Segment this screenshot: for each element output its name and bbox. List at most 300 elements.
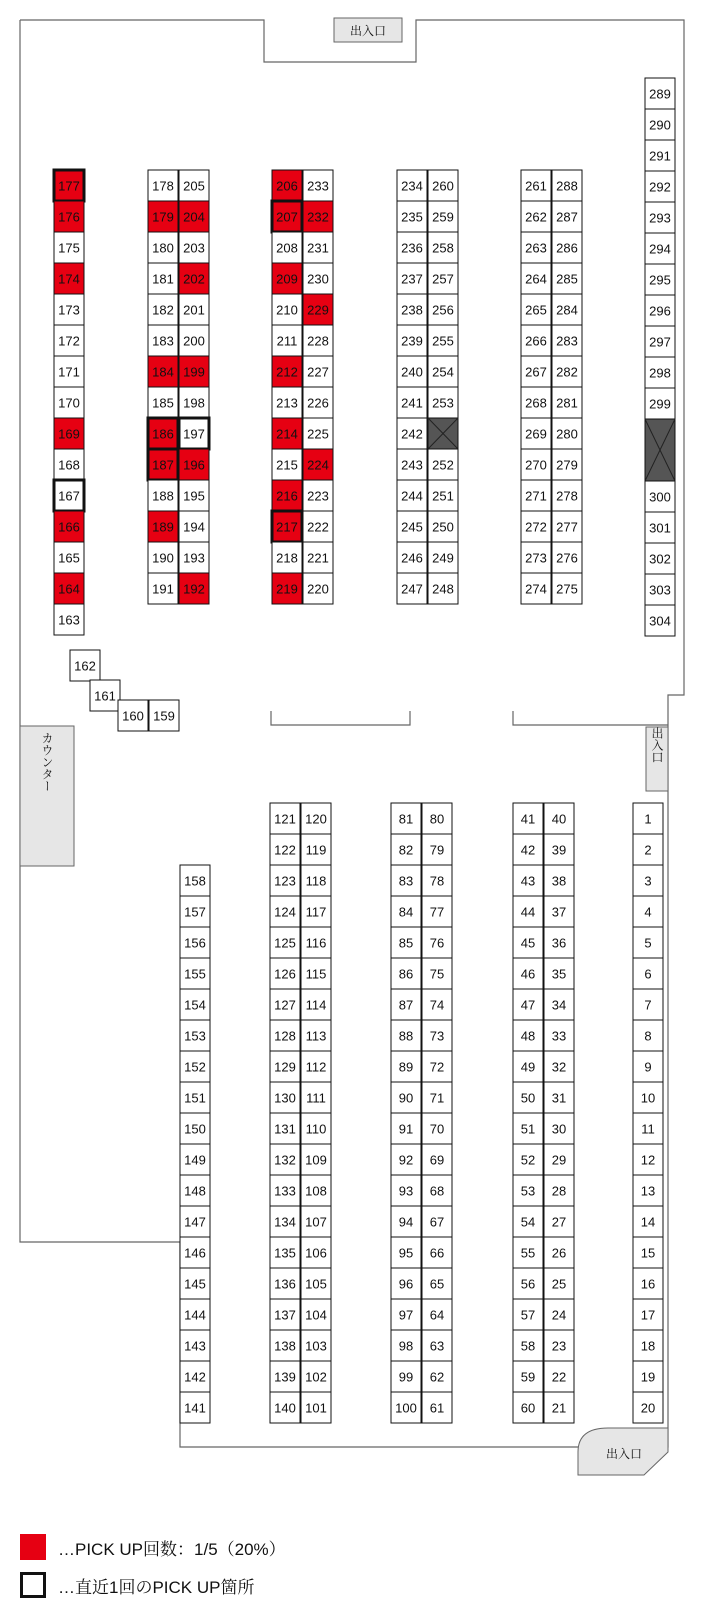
machine-number: 278 [556,488,578,504]
machine-number: 304 [649,613,671,629]
machine-number: 239 [401,333,423,349]
machine-number: 213 [276,395,298,411]
machine-number: 184 [152,364,174,380]
machine-number: 31 [551,1090,567,1106]
machine-number: 14 [640,1214,656,1230]
machine-number: 140 [274,1400,296,1416]
machine-number: 3 [644,873,652,889]
machine-number: 81 [398,811,414,827]
machine-number: 244 [401,488,423,504]
machine-number: 34 [551,997,567,1013]
machine-number: 39 [551,842,567,858]
machine-number: 293 [649,210,671,226]
machine-number: 246 [401,550,423,566]
machine-number: 169 [58,426,80,442]
machine-number: 82 [398,842,414,858]
machine-number: 6 [644,966,652,982]
machine-number: 38 [551,873,567,889]
machine-number: 251 [432,488,454,504]
machine-number: 40 [551,811,567,827]
machine-number: 297 [649,334,671,350]
machine-number: 257 [432,271,454,287]
machine-number: 123 [274,873,296,889]
machine-number: 16 [640,1276,656,1292]
machine-number: 18 [640,1338,656,1354]
machine-number: 157 [184,904,206,920]
machine-number: 291 [649,148,671,164]
machine-number: 129 [274,1059,296,1075]
machine-number: 24 [551,1307,567,1323]
machine-number: 226 [307,395,329,411]
machine-number: 135 [274,1245,296,1261]
machine-number: 172 [58,333,80,349]
machine-number: 46 [520,966,536,982]
machine-number: 195 [183,488,205,504]
entrance-right-label: 出入口 [650,727,664,763]
machine-number: 41 [520,811,536,827]
machine-number: 155 [184,966,206,982]
machine-number: 241 [401,395,423,411]
machine-number: 268 [525,395,547,411]
machine-number: 234 [401,178,423,194]
machine-number: 59 [520,1369,536,1385]
machine-number: 116 [305,935,327,951]
machine-number: 26 [551,1245,567,1261]
machine-number: 5 [644,935,652,951]
machine-number: 67 [429,1214,445,1230]
machine-number: 25 [551,1276,567,1292]
machine-number: 66 [429,1245,445,1261]
machine-number: 179 [152,209,174,225]
machine-number: 269 [525,426,547,442]
machine-number: 174 [58,271,80,287]
machine-number: 143 [184,1338,206,1354]
machine-number: 186 [152,426,174,442]
machine-number: 50 [520,1090,536,1106]
machine-number: 15 [640,1245,656,1261]
machine-number: 262 [525,209,547,225]
machine-number: 283 [556,333,578,349]
machine-number: 259 [432,209,454,225]
machine-number: 230 [307,271,329,287]
machine-number: 149 [184,1152,206,1168]
machine-number: 233 [307,178,329,194]
machine-number: 77 [429,904,445,920]
machine-number: 115 [305,966,327,982]
machine-number: 218 [276,550,298,566]
machine-number: 12 [640,1152,656,1168]
machine-number: 187 [152,457,174,473]
machine-number: 173 [58,302,80,318]
machine-number: 45 [520,935,536,951]
machine-number: 72 [429,1059,445,1075]
machine-number: 193 [183,550,205,566]
machine-number: 261 [525,178,547,194]
machine-number: 159 [153,708,175,724]
machine-number: 154 [184,997,206,1013]
machine-number: 282 [556,364,578,380]
legend-recent-text: …直近1回のPICK UP箇所 [58,1577,255,1597]
machine-number: 102 [305,1369,327,1385]
machine-number: 281 [556,395,578,411]
machine-number: 13 [640,1183,656,1199]
machine-number: 299 [649,396,671,412]
machine-number: 238 [401,302,423,318]
machine-number: 180 [152,240,174,256]
machine-number: 219 [276,581,298,597]
machine-number: 148 [184,1183,206,1199]
machine-number: 65 [429,1276,445,1292]
machine-number: 182 [152,302,174,318]
counter-label: カウンター [40,732,54,792]
machine-number: 178 [152,178,174,194]
machine-number: 300 [649,489,671,505]
machine-number: 131 [274,1121,296,1137]
machine-number: 221 [307,550,329,566]
machine-number: 207 [276,209,298,225]
machine-number: 274 [525,581,547,597]
machine-number: 285 [556,271,578,287]
legend-red-swatch [20,1534,46,1560]
outer-wall [20,20,684,1447]
machine-number: 43 [520,873,536,889]
machine-number: 208 [276,240,298,256]
machine-number: 114 [305,997,327,1013]
machine-number: 254 [432,364,454,380]
entrance-bottom-label: 出入口 [605,1447,643,1461]
machine-number: 103 [305,1338,327,1354]
machine-number: 288 [556,178,578,194]
machine-number: 126 [274,966,296,982]
machine-number: 98 [398,1338,414,1354]
machine-number: 167 [58,488,80,504]
machine-number: 19 [640,1369,656,1385]
machine-number: 54 [520,1214,536,1230]
machine-number: 91 [398,1121,414,1137]
machine-number: 142 [184,1369,206,1385]
machine-number: 273 [525,550,547,566]
machine-number: 92 [398,1152,414,1168]
machine-number: 197 [183,426,205,442]
machine-number: 201 [183,302,205,318]
machine-number: 10 [640,1090,656,1106]
machine-number: 137 [274,1307,296,1323]
machine-number: 55 [520,1245,536,1261]
machine-number: 20 [640,1400,656,1416]
machine-number: 4 [644,904,652,920]
machine-number: 134 [274,1214,296,1230]
machine-number: 27 [551,1214,567,1230]
machine-number: 271 [525,488,547,504]
machine-number: 36 [551,935,567,951]
machine-number: 74 [429,997,445,1013]
machine-number: 141 [184,1400,206,1416]
machine-number: 110 [305,1121,327,1137]
machine-number: 177 [58,178,80,194]
machine-number: 122 [274,842,296,858]
machine-number: 32 [551,1059,567,1075]
machine-number: 118 [305,873,327,889]
machine-number: 29 [551,1152,567,1168]
entrance-top-label: 出入口 [349,24,387,38]
machine-number: 139 [274,1369,296,1385]
machine-number: 119 [305,842,327,858]
machine-number: 124 [274,904,296,920]
machine-number: 51 [520,1121,536,1137]
machine-number: 162 [74,658,96,674]
machine-number: 301 [649,520,671,536]
machine-number: 280 [556,426,578,442]
machine-number: 199 [183,364,205,380]
machine-number: 111 [306,1090,326,1106]
machine-number: 192 [183,581,205,597]
machine-number: 229 [307,302,329,318]
machine-number: 292 [649,179,671,195]
machine-number: 105 [305,1276,327,1292]
machine-number: 303 [649,582,671,598]
machine-number: 9 [644,1059,652,1075]
machine-number: 70 [429,1121,445,1137]
machine-number: 133 [274,1183,296,1199]
machine-number: 56 [520,1276,536,1292]
machine-number: 232 [307,209,329,225]
machine-number: 223 [307,488,329,504]
machine-number: 1 [644,811,652,827]
machine-number: 146 [184,1245,206,1261]
machine-number: 202 [183,271,205,287]
machine-number: 194 [183,519,205,535]
machine-number: 235 [401,209,423,225]
machine-number: 52 [520,1152,536,1168]
machine-number: 214 [276,426,298,442]
machine-number: 216 [276,488,298,504]
machine-number: 266 [525,333,547,349]
machine-number: 80 [429,811,445,827]
machine-number: 2 [644,842,652,858]
machine-number: 166 [58,519,80,535]
machine-number: 145 [184,1276,206,1292]
machine-number: 237 [401,271,423,287]
machine-number: 250 [432,519,454,535]
machine-number: 247 [401,581,423,597]
machine-number: 191 [152,581,174,597]
machine-number: 163 [58,612,80,628]
machine-number: 108 [305,1183,327,1199]
machine-number: 222 [307,519,329,535]
machine-number: 95 [398,1245,414,1261]
machine-number: 136 [274,1276,296,1292]
machine-number: 11 [641,1121,655,1137]
machine-number: 112 [305,1059,327,1075]
machine-number: 211 [276,333,298,349]
machine-number: 209 [276,271,298,287]
machine-number: 265 [525,302,547,318]
machine-number: 231 [307,240,329,256]
machine-number: 150 [184,1121,206,1137]
machine-number: 287 [556,209,578,225]
machine-number: 236 [401,240,423,256]
machine-number: 152 [184,1059,206,1075]
machine-number: 49 [520,1059,536,1075]
machine-number: 117 [305,904,327,920]
machine-number: 28 [551,1183,567,1199]
machine-number: 69 [429,1152,445,1168]
machine-number: 260 [432,178,454,194]
machine-number: 96 [398,1276,414,1292]
machine-number: 47 [520,997,536,1013]
machine-number: 203 [183,240,205,256]
machine-number: 147 [184,1214,206,1230]
machine-number: 270 [525,457,547,473]
machine-number: 8 [644,1028,652,1044]
machine-number: 189 [152,519,174,535]
legend-recent [20,1572,254,1598]
machine-number: 256 [432,302,454,318]
machine-number: 185 [152,395,174,411]
machine-number: 73 [429,1028,445,1044]
machine-number: 42 [520,842,536,858]
machine-number: 160 [122,708,144,724]
machine-number: 158 [184,873,206,889]
machine-number: 279 [556,457,578,473]
machine-number: 64 [429,1307,445,1323]
machine-number: 125 [274,935,296,951]
machine-number: 21 [551,1400,567,1416]
machine-number: 156 [184,935,206,951]
machine-number: 175 [58,240,80,256]
machine-number: 245 [401,519,423,535]
machine-number: 71 [429,1090,445,1106]
machine-number: 113 [305,1028,327,1044]
machine-number: 228 [307,333,329,349]
machine-number: 205 [183,178,205,194]
machine-number: 294 [649,241,671,257]
machine-number: 302 [649,551,671,567]
machine-number: 225 [307,426,329,442]
machine-number: 22 [551,1369,567,1385]
machine-number: 286 [556,240,578,256]
machine-number: 183 [152,333,174,349]
machine-number: 83 [398,873,414,889]
machine-number: 296 [649,303,671,319]
machine-number: 289 [649,86,671,102]
machine-number: 153 [184,1028,206,1044]
machine-number: 106 [305,1245,327,1261]
machine-number: 76 [429,935,445,951]
machine-number: 100 [395,1400,417,1416]
machine-number: 243 [401,457,423,473]
machine-number: 61 [429,1400,445,1416]
machine-number: 57 [520,1307,536,1323]
machine-number: 63 [429,1338,445,1354]
machine-number: 263 [525,240,547,256]
machine-number: 217 [276,519,298,535]
machine-number: 44 [520,904,536,920]
machine-number: 258 [432,240,454,256]
machine-number: 7 [644,997,652,1013]
machine-number: 75 [429,966,445,982]
machine-number: 224 [307,457,329,473]
machine-number: 255 [432,333,454,349]
machine-number: 62 [429,1369,445,1385]
machine-number: 210 [276,302,298,318]
machine-number: 138 [274,1338,296,1354]
machine-number: 206 [276,178,298,194]
legend-pickup-text: …PICK UP回数：1/5（20%） [58,1539,286,1559]
machine-number: 88 [398,1028,414,1044]
machine-number: 130 [274,1090,296,1106]
machine-number: 93 [398,1183,414,1199]
machine-number: 107 [305,1214,327,1230]
machine-number: 164 [58,581,80,597]
machine-number: 128 [274,1028,296,1044]
machine-number: 276 [556,550,578,566]
machine-number: 204 [183,209,205,225]
machine-number: 249 [432,550,454,566]
machine-number: 264 [525,271,547,287]
machine-number: 104 [305,1307,327,1323]
machine-number: 196 [183,457,205,473]
aisle-marker [513,711,668,725]
machine-number: 168 [58,457,80,473]
machine-number: 242 [401,426,423,442]
machine-number: 35 [551,966,567,982]
machine-number: 94 [398,1214,414,1230]
machine-number: 200 [183,333,205,349]
aisle-marker [271,711,410,725]
machine-number: 198 [183,395,205,411]
machine-number: 165 [58,550,80,566]
machine-number: 252 [432,457,454,473]
machine-number: 121 [274,811,296,827]
machine-number: 109 [305,1152,327,1168]
machine-number: 220 [307,581,329,597]
machine-number: 272 [525,519,547,535]
machine-number: 53 [520,1183,536,1199]
machine-number: 284 [556,302,578,318]
machine-number: 101 [305,1400,327,1416]
machine-number: 188 [152,488,174,504]
machine-number: 127 [274,997,296,1013]
machine-number: 290 [649,117,671,133]
machine-number: 248 [432,581,454,597]
machine-number: 267 [525,364,547,380]
machine-number: 132 [274,1152,296,1168]
machine-number: 190 [152,550,174,566]
machine-number: 90 [398,1090,414,1106]
machine-number: 298 [649,365,671,381]
machine-number: 37 [551,904,567,920]
machine-number: 275 [556,581,578,597]
machine-number: 86 [398,966,414,982]
machine-number: 170 [58,395,80,411]
machine-number: 161 [94,688,116,704]
machine-number: 87 [398,997,414,1013]
machine-number: 30 [551,1121,567,1137]
machine-number: 151 [184,1090,206,1106]
machine-number: 33 [551,1028,567,1044]
machine-number: 85 [398,935,414,951]
machine-number: 277 [556,519,578,535]
machine-number: 23 [551,1338,567,1354]
machine-number: 215 [276,457,298,473]
legend-pickup [20,1534,286,1560]
machine-number: 79 [429,842,445,858]
legend-border-swatch [20,1572,46,1598]
machine-number: 48 [520,1028,536,1044]
machine-number: 17 [640,1307,656,1323]
machine-number: 120 [305,811,327,827]
